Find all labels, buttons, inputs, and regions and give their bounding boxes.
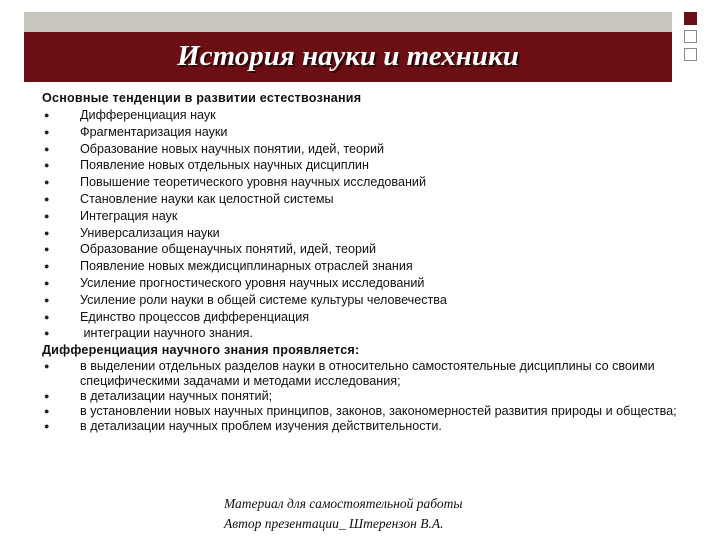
list-item [42, 241, 682, 258]
tendencies-list [42, 107, 682, 342]
list-item-text: Усиление прогностического уровня научных исследований [80, 275, 425, 290]
footer-line-author: Автор презентации_ Штерензон В.А. [224, 516, 444, 531]
bullet-icon: ● [44, 244, 50, 255]
footer-credits [224, 494, 564, 534]
bullet-icon: ● [44, 277, 50, 288]
list-item [42, 208, 682, 225]
bullet-icon: ● [44, 160, 50, 171]
list-item [42, 389, 682, 404]
list-item-text: в установлении новых научных принципов, законов, закономерностей развития природы и общества; [80, 404, 677, 419]
list-item-text: в детализации научных проблем изучения действительности. [80, 419, 442, 434]
list-item-text: интеграции научного знания. [80, 326, 253, 341]
list-item-text: Интеграция наук [80, 208, 178, 223]
list-item-text: Фрагментаризация науки [80, 124, 228, 139]
list-item-text: Усиление роли науки в общей системе культуры человечества [80, 292, 447, 307]
bullet-icon: ● [44, 227, 50, 238]
list-item [42, 157, 682, 174]
bullet-icon: ● [44, 294, 50, 305]
list-item-text: Появление новых междисциплинарных отраслей знания [80, 259, 413, 274]
list-item-text: в выделении отдельных разделов науки в относительно самостоятельные дисциплины со своими специфическими задачами и методами исследования; [80, 359, 655, 389]
list-item [42, 258, 682, 275]
list-item [42, 124, 682, 141]
list-item-text: Универсализация науки [80, 225, 220, 240]
bullet-icon: ● [44, 110, 50, 120]
bullet-icon: ● [44, 126, 50, 137]
section1-heading: Основные тенденции в развитии естествознания [42, 91, 362, 105]
bullet-icon: ● [44, 391, 50, 402]
bullet-icon: ● [44, 193, 50, 204]
list-item-text: Дифференциация наук [80, 108, 216, 122]
list-item [42, 275, 682, 292]
list-item [42, 225, 682, 242]
square-outline-icon [684, 30, 697, 43]
bullet-icon: ● [44, 311, 50, 322]
list-item-text: Становление науки как целостной системы [80, 191, 334, 206]
list-item [42, 292, 682, 309]
list-item [42, 325, 682, 342]
list-item [42, 141, 682, 158]
bullet-icon: ● [44, 143, 50, 154]
list-item-text: в детализации научных понятий; [80, 389, 273, 404]
differentiation-list [42, 359, 682, 434]
section2-heading: Дифференциация научного знания проявляется: [42, 343, 360, 358]
slide-content [42, 90, 682, 434]
bullet-icon: ● [44, 210, 50, 221]
bullet-icon: ● [44, 421, 50, 432]
list-item [42, 359, 682, 389]
list-item [42, 309, 682, 326]
list-item [42, 107, 682, 124]
header-top-strip [24, 12, 672, 32]
list-item-text: Образование новых научных понятии, идей, теорий [80, 141, 385, 156]
square-filled-icon [684, 12, 697, 25]
list-item-text: Образование общенаучных понятий, идей, теорий [80, 242, 377, 257]
list-item-text: Повышение теоретического уровня научных исследований [80, 175, 427, 190]
bullet-icon: ● [44, 361, 50, 372]
footer-line-material: Материал для самостоятельной работы [224, 496, 463, 511]
bullet-icon: ● [44, 406, 50, 417]
list-item-text: Единство процессов дифференциация [80, 309, 310, 324]
slide-title: История науки и техники [177, 40, 519, 72]
list-item [42, 191, 682, 208]
bullet-icon: ● [44, 328, 50, 339]
list-item [42, 419, 682, 434]
list-item-text: Появление новых отдельных научных дисциплин [80, 158, 369, 173]
list-item [42, 404, 682, 419]
bullet-icon: ● [44, 261, 50, 272]
list-item [42, 174, 682, 191]
square-outline-icon [684, 48, 697, 61]
bullet-icon: ● [44, 177, 50, 188]
